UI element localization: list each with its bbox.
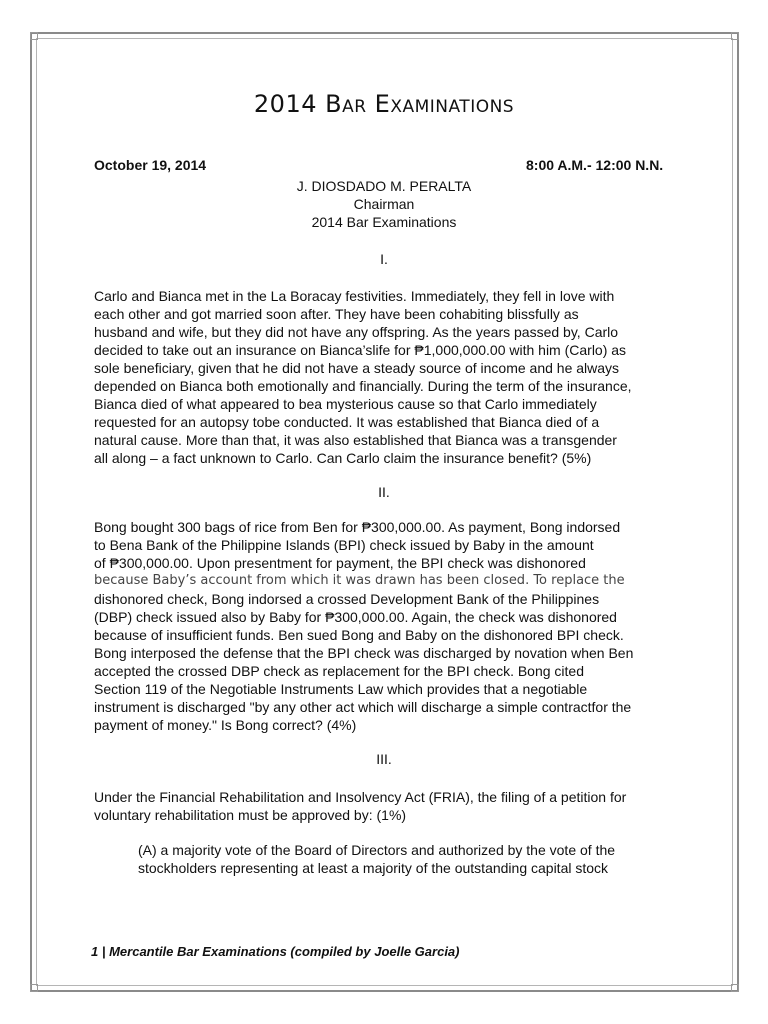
chairman-name: J. DIOSDADO M. PERALTA: [296, 178, 472, 194]
question-line: (DBP) check issued also by Baby for ₱300,000.00. Again, the check was dishonored: [94, 609, 617, 625]
question-line: to Bena Bank of the Philippine Islands (BPI) check issued by Baby in the amount: [94, 537, 594, 553]
page-footer: 1 | Mercantile Bar Examinations (compiled by Joelle Garcia): [91, 944, 460, 959]
question-text: [94, 287, 694, 467]
question-line: instrument is discharged "by any other act which will discharge a simple contractfor the: [94, 699, 632, 715]
border-corner-bottom-right: [731, 984, 739, 992]
exam-date: October 19, 2014: [94, 157, 207, 173]
question-line: payment of money." Is Bong correct? (4%): [94, 717, 357, 733]
title-text: Bar Examinations: [325, 90, 515, 118]
border-corner-bottom-left: [30, 984, 38, 992]
question-number: III.: [376, 751, 392, 767]
question-line: of ₱300,000.00. Upon presentment for payment, the BPI check was dishonored: [94, 555, 586, 571]
question-line: decided to take out an insurance on Bianca’slife for ₱1,000,000.00 with him (Carlo) as: [94, 342, 627, 358]
question-number: I.: [380, 251, 388, 267]
question-line: husband and wife, but they did not have any offspring. As the years passed by, Carlo: [94, 324, 619, 340]
question-line: Bong bought 300 bags of rice from Ben for ₱300,000.00. As payment, Bong indorsed: [94, 519, 621, 535]
question-line: dishonored check, Bong indorsed a crossed Development Bank of the Philippines: [94, 591, 600, 607]
question-line: because Baby’s account from which it was drawn has been closed. To replace the: [94, 573, 625, 588]
question-text: [94, 518, 694, 734]
question-line: sole beneficiary, given that he did not have a steady source of income and he always: [94, 360, 620, 376]
question-line: because of insufficient funds. Ben sued Bong and Baby on the dishonored BPI check.: [94, 627, 624, 643]
title-year: 2014: [253, 90, 317, 118]
border-corner-top-left: [30, 32, 38, 40]
exam-time: 8:00 A.M.- 12:00 N.N.: [526, 157, 664, 173]
answer-option: [138, 841, 698, 877]
question-line: voluntary rehabilitation must be approved by: (1%): [94, 807, 407, 823]
chairman-role: Chairman: [353, 196, 415, 212]
option-line: stockholders representing at least a majority of the outstanding capital stock: [138, 860, 609, 876]
question-line: all along – a fact unknown to Carlo. Can Carlo claim the insurance benefit? (5%): [94, 450, 592, 466]
question-number: II.: [378, 484, 390, 500]
question-line: accepted the crossed DBP check as replacement for the BPI check. Bong cited: [94, 663, 585, 679]
option-line: (A) a majority vote of the Board of Directors and authorized by the vote of the: [138, 842, 616, 858]
document-title: [0, 90, 768, 118]
border-corner-top-right: [731, 32, 739, 40]
question-line: Bianca died of what appeared to bea mysterious cause so that Carlo immediately: [94, 396, 597, 412]
question-line: each other and got married soon after. They have been cohabiting blissfully as: [94, 306, 579, 322]
exam-subtitle: 2014 Bar Examinations: [311, 214, 457, 230]
question-line: Under the Financial Rehabilitation and Insolvency Act (FRIA), the filing of a petition for: [94, 789, 627, 805]
question-text: [94, 788, 694, 824]
question-line: natural cause. More than that, it was also established that Bianca was a transgender: [94, 432, 617, 448]
question-line: requested for an autopsy tobe conducted. It was established that Bianca died of a: [94, 414, 600, 430]
question-line: depended on Bianca both emotionally and financially. During the term of the insurance,: [94, 378, 632, 394]
question-line: Carlo and Bianca met in the La Boracay festivities. Immediately, they fell in love with: [94, 288, 615, 304]
question-line: Section 119 of the Negotiable Instruments Law which provides that a negotiable: [94, 681, 588, 697]
question-line: Bong interposed the defense that the BPI check was discharged by novation when Ben: [94, 645, 634, 661]
